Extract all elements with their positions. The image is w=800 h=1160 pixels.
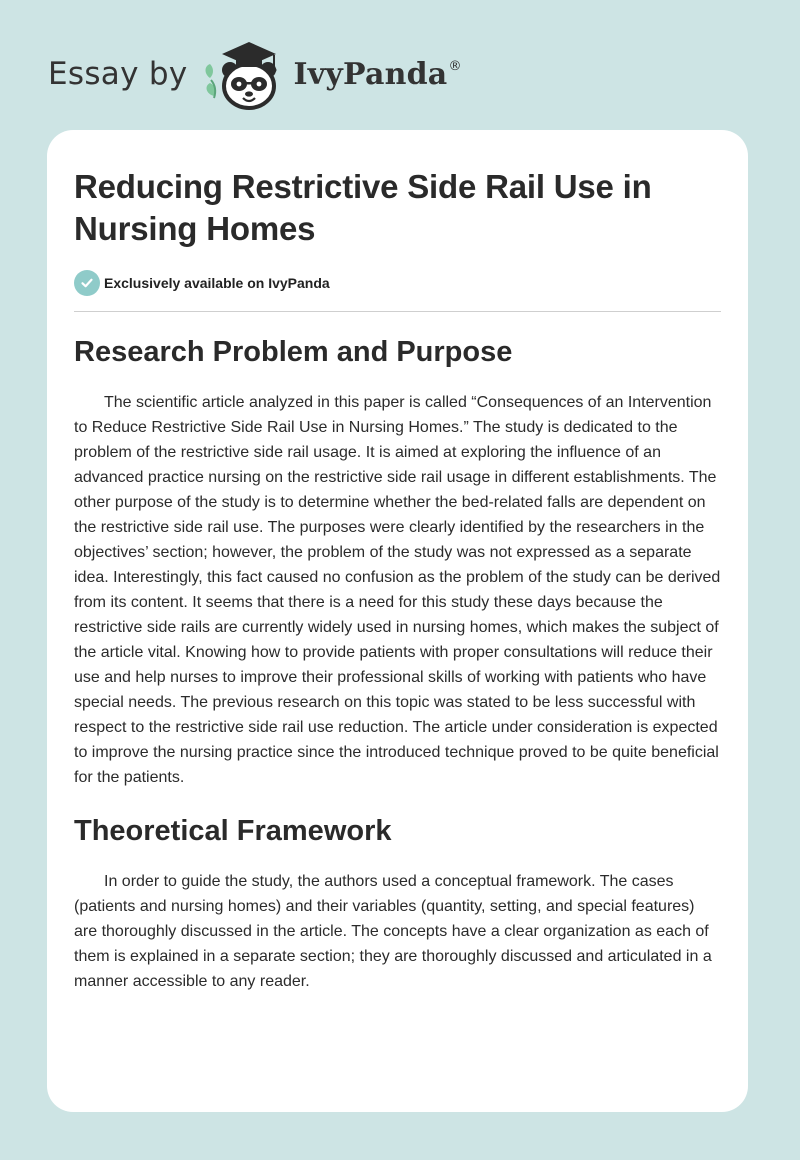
article-title: Reducing Restrictive Side Rail Use in Nursing Homes [74, 168, 652, 247]
registered-mark: ® [448, 58, 462, 74]
panda-graduate-logo-icon [202, 36, 292, 112]
section-paragraph-research: The scientific article analyzed in this paper is called “Consequences of an Intervention to Reduce Restrictive Side Rail Use in Nursing Homes.” The study is dedicated to the problem of the restrictive side rail usage. It is aimed at exploring the influence of an advanced practice nursing on the restrictive side rail usage in different establishments. The other purpose of the study is to determine whether the bed-related falls are dependent on the restrictive side rail use. The purposes were clearly identified by the researchers in the objectives’ section; however, the problem of the study was not expressed as a separate idea. Interestingly, this fact caused no confusion as the problem of the study can be derived from its content. It seems that there is a need for this study these days because the restrictive side rails are currently widely used in nursing homes, which makes the subject of the article vital. Knowing how to provide patients with proper consultations will reduce their use and help nurses to improve their professional skills of working with patients who have special needs. The previous research on this topic was stated to be less successful with respect to the restrictive side rail use reduction. The article under consideration is expected to improve the nursing practice since the introduced technique proved to be quite beneficial for the patients. [74, 394, 721, 786]
brand-prefix: Essay by [48, 56, 188, 92]
check-circle-icon [74, 270, 100, 296]
section-heading-theory: Theoretical Framework [74, 815, 392, 847]
section-paragraph-theory: In order to guide the study, the authors used a conceptual framework. The cases (patients and nursing homes) and their variables (quantity, setting, and special features) are thoroughly discussed in the article. The concepts have a clear organization as each of them is explained in a separate section; they are thoroughly discussed and articulated in a manner accessible to any reader. [74, 873, 712, 990]
brand-name: IvyPanda [293, 56, 448, 92]
section-heading-research: Research Problem and Purpose [74, 336, 513, 368]
divider [74, 311, 721, 312]
article-card [47, 130, 748, 1112]
exclusive-label: Exclusively available on IvyPanda [104, 275, 330, 291]
exclusive-badge [74, 269, 721, 297]
brand-header [48, 34, 461, 114]
